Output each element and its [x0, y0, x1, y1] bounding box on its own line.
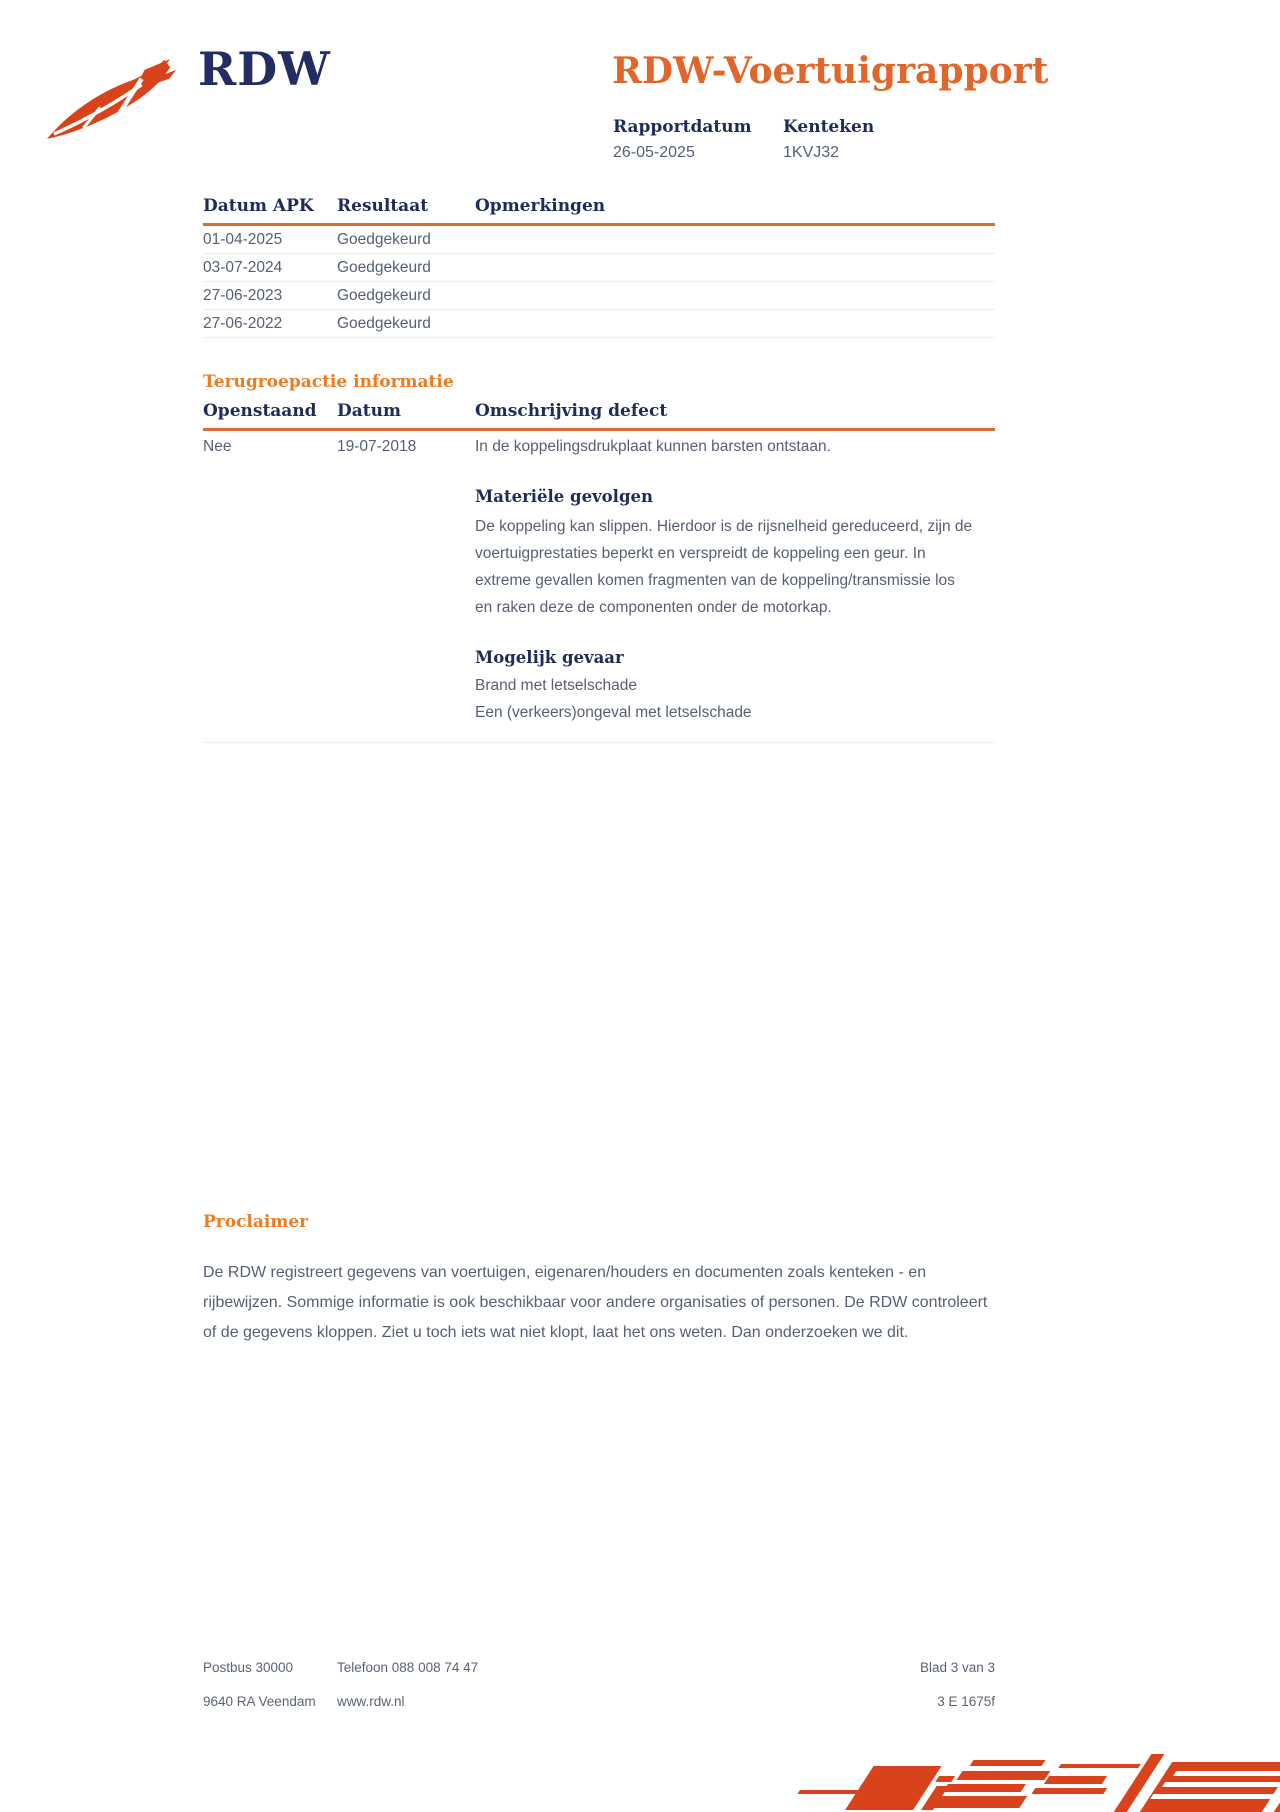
- footer-stripes-graphic-icon: [668, 1750, 1280, 1812]
- cell-opmerkingen: [475, 231, 995, 249]
- section-divider: [203, 742, 995, 743]
- cell-openstaand: Nee: [203, 438, 232, 455]
- danger-item: Een (verkeers)ongeval met letselschade: [475, 704, 752, 721]
- footer-form-code: 3 E 1675f: [937, 1694, 995, 1709]
- proclaimer-heading: Proclaimer: [203, 1212, 309, 1232]
- column-header-omschrijving-defect: Omschrijving defect: [475, 401, 668, 421]
- danger-list: [475, 672, 973, 726]
- column-header-openstaand: Openstaand: [203, 401, 317, 421]
- footer-phone: Telefoon 088 008 74 47: [337, 1660, 479, 1675]
- page-footer: [203, 1660, 995, 1709]
- table-row: [203, 282, 995, 310]
- recall-section: [203, 372, 995, 743]
- cell-resultaat: Goedgekeurd: [337, 231, 431, 248]
- cell-resultaat: Goedgekeurd: [337, 287, 431, 304]
- table-row: [203, 431, 995, 460]
- cell-resultaat: Goedgekeurd: [337, 259, 431, 276]
- apk-table-header: [203, 196, 995, 226]
- proclaimer-section: [203, 1212, 998, 1348]
- possible-danger-heading: Mogelijk gevaar: [475, 648, 624, 667]
- page-title: RDW-Voertuigrapport: [612, 50, 1049, 92]
- license-plate: [783, 117, 874, 162]
- report-date: [613, 117, 783, 162]
- apk-table: [203, 196, 995, 338]
- cell-datum: 27-06-2022: [203, 315, 283, 332]
- column-header-datum-apk: Datum APK: [203, 196, 314, 216]
- material-consequences-text: De koppeling kan slippen. Hierdoor is de rijsnelheid gereduceerd, zijn de voertuigprestaties beperkt en verspreidt de koppeling een geur. In extreme gevallen komen fragmenten van de koppeling/transmissie los en raken deze de componenten onder de motorkap.: [475, 518, 973, 616]
- cell-resultaat: Goedgekeurd: [337, 315, 431, 332]
- cell-opmerkingen: [475, 315, 995, 333]
- column-header-opmerkingen: Opmerkingen: [475, 196, 606, 216]
- cell-datum: 03-07-2024: [203, 259, 283, 276]
- license-plate-value: 1KVJ32: [783, 144, 840, 161]
- table-row: [203, 254, 995, 282]
- column-header-resultaat: Resultaat: [337, 196, 429, 216]
- report-date-label: Rapportdatum: [613, 117, 752, 137]
- footer-row: [203, 1660, 995, 1675]
- recall-section-heading: Terugroepactie informatie: [203, 372, 454, 392]
- recall-detail: [475, 487, 973, 726]
- column-header-datum: Datum: [337, 401, 401, 421]
- cell-datum: 27-06-2023: [203, 287, 283, 304]
- rdw-logotype: RDW: [198, 42, 331, 96]
- footer-address-line1: Postbus 30000: [203, 1660, 294, 1675]
- cell-datum: 19-07-2018: [337, 438, 417, 455]
- cell-opmerkingen: [475, 259, 995, 277]
- table-row: [203, 310, 995, 338]
- recall-table-header: [203, 401, 995, 431]
- footer-row: [203, 1694, 995, 1709]
- footer-page-number: Blad 3 van 3: [919, 1660, 995, 1675]
- footer-address-line2: 9640 RA Veendam: [203, 1694, 316, 1709]
- cell-opmerkingen: [475, 287, 995, 305]
- table-row: [203, 226, 995, 254]
- material-consequences-heading: Materiële gevolgen: [475, 487, 653, 506]
- footer-website: www.rdw.nl: [337, 1694, 405, 1709]
- rdw-logo-feather-icon: [46, 56, 184, 140]
- proclaimer-text: De RDW registreert gegevens van voertuigen, eigenaren/houders en documenten zoals kenteken - en rijbewijzen. Sommige informatie is ook beschikbaar voor andere organisaties of personen. De RDW controleert of de gegevens kloppen. Ziet u toch iets wat niet klopt, laat het ons weten. Dan onderzoeken we dit.: [203, 1264, 988, 1341]
- cell-datum: 01-04-2025: [203, 231, 283, 248]
- report-meta: [613, 117, 874, 162]
- danger-item: Brand met letselschade: [475, 677, 637, 694]
- license-plate-label: Kenteken: [783, 117, 875, 137]
- cell-omschrijving: In de koppelingsdrukplaat kunnen barsten ontstaan.: [475, 438, 831, 455]
- report-date-value: 26-05-2025: [613, 144, 695, 161]
